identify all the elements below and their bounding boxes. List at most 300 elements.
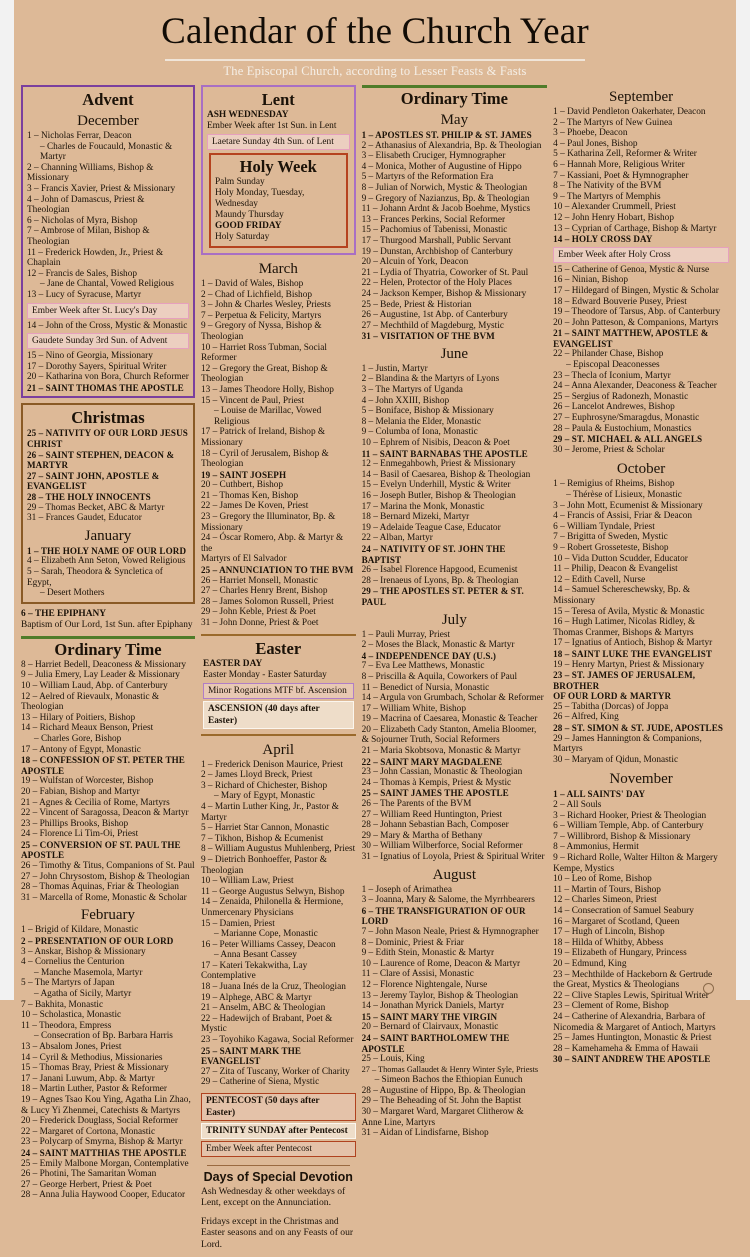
calendar-day-entry: 24 – SAINT BARTHOLOMEW THE APOSTLE [361, 1032, 510, 1054]
calendar-day-entry: 24 – Thomas à Kempis, Priest & Mystic [361, 777, 512, 788]
month-june: June [440, 345, 469, 362]
calendar-day-entry: 20 – Alcuin of York, Deacon [361, 257, 469, 268]
calendar-day-entry: 23 – ST. JAMES OF JERUSALEM, BROTHER [553, 670, 696, 691]
day-list-christmas [27, 428, 189, 523]
calendar-day-entry: 4 – Elizabeth Ann Seton, Vowed Religious [27, 556, 186, 567]
season-advent [21, 85, 195, 398]
calendar-day-entry: 23 – Polycarp of Smyrna, Bishop & Martyr [21, 1137, 183, 1148]
calendar-day-entry: 12 – Charles Simeon, Priest [553, 895, 657, 906]
calendar-day-entry: Anne Line, Martyrs [361, 1117, 436, 1128]
calendar-day-entry: 4 – INDEPENDENCE DAY (U.S.) [361, 650, 496, 661]
calendar-day-entry: 20 – Fabian, Bishop and Martyr [21, 786, 140, 797]
calendar-day-entry: 9 – Gregory of Nazianzus, Bp. & Theologian [361, 193, 530, 204]
holy-week-line: GOOD FRIDAY [214, 221, 282, 231]
calendar-day-entry: 9 – Julia Emery, Lay Leader & Missionary [21, 670, 180, 681]
calendar-day-entry: 19 – SAINT JOSEPH [200, 469, 287, 480]
calendar-day-entry: 22 – Hadewijch of Brabant, Poet & Mystic [200, 1013, 333, 1035]
season-christmas [21, 403, 195, 603]
calendar-day-entry: 29 – John Keble, Priest & Poet [200, 607, 316, 618]
calendar-day-entry: 25 – CONVERSION OF ST. PAUL THE APOSTLE [21, 839, 181, 861]
section-days-of-special-devotion [201, 1170, 356, 1250]
calendar-day-entry: 4 – Monica, Mother of Augustine of Hippo [361, 161, 522, 172]
calendar-day-entry: 3 – Joanna, Mary & Salome, the Myrrhbearers [361, 895, 535, 906]
calendar-day-entry: 1 – Remigius of Rheims, Bishop [553, 479, 675, 490]
calendar-day-entry: 8 – Melania the Elder, Monastic [361, 416, 481, 427]
calendar-day-entry: 9 – Robert Grosseteste, Bishop [553, 542, 669, 553]
calendar-day-entry: 29 – Mary & Martha of Bethany [361, 830, 483, 841]
calendar-day-entry: 17 – Patrick of Ireland, Bishop & Missionary [200, 427, 326, 448]
calendar-day-entry: 19 – Dunstan, Archbishop of Canterbury [361, 246, 513, 257]
season-heading-holy-week: Holy Week [239, 157, 317, 176]
calendar-day-entry: 2 – James Lloyd Breck, Priest [200, 770, 313, 781]
calendar-day-entry: Unmercenary Physicians [200, 907, 294, 918]
day-list-july [362, 630, 548, 863]
calendar-day-entry: 28 – Augustine of Hippo, Bp. & Theologian [361, 1085, 526, 1096]
calendar-day-entry: 25 – Sergius of Radonezh, Monastic [553, 391, 689, 402]
calendar-day-entry: 13 – Lucy of Syracuse, Martyr [27, 289, 142, 300]
calendar-day-entry: 5 – The Martyrs of Japan [21, 978, 115, 989]
calendar-day-entry: 13 – James Theodore Holly, Bishop [200, 384, 334, 395]
calendar-day-entry: 10 – Vida Dutton Scudder, Educator [553, 553, 688, 564]
calendar-day-entry: 9 – Gregory of Nyssa, Bishop & Theologian [200, 321, 322, 342]
day-list-may [362, 130, 548, 342]
devotion-divider [207, 1165, 350, 1166]
calendar-day-entry: 6 – Nicholas of Myra, Bishop [27, 215, 138, 226]
calendar-day-entry: 21 – Maria Skobtsova, Monastic & Martyr [361, 746, 521, 757]
holy-week-box [209, 153, 348, 248]
calendar-day-entry: 11 – Benedict of Nursia, Monastic [361, 682, 490, 693]
calendar-day-entry: 26 – Alfred, King [553, 712, 619, 723]
calendar-day-entry: 1 – Frederick Denison Maurice, Priest [200, 759, 343, 770]
epiphany-date: 6 [21, 608, 26, 619]
calendar-day-entry: 19 – Agnes Tsao Kou Ying, Agatha Lin Zhao, [21, 1094, 191, 1105]
calendar-day-entry: 10 – Scholastica, Monastic [21, 1010, 122, 1021]
calendar-day-entry: 3 – John & Charles Wesley, Priests [200, 300, 331, 311]
calendar-day-entry: 23 – John Cassian, Monastic & Theologian [361, 767, 523, 778]
page-header [14, 0, 736, 79]
calendar-day-entry: 3 – Elisabeth Cruciger, Hymnographer [361, 151, 506, 162]
calendar-day-entry: 27 – SAINT JOHN, APOSTLE & EVANGELIST [27, 470, 160, 492]
holy-week-lines [215, 177, 342, 243]
calendar-day-entry: 10 – Leo of Rome, Bishop [553, 874, 652, 885]
calendar-day-entry: 17 – Ignatius of Antioch, Bishop & Martyr [553, 638, 713, 649]
calendar-day-entry: 14 – Consecration of Samuel Seabury [553, 905, 694, 916]
calendar-day-entry: 18 – Hilda of Whitby, Abbess [553, 937, 664, 948]
right-page-edge [736, 0, 750, 1000]
calendar-day-entry: 15 – Nino of Georgia, Missionary [27, 351, 153, 362]
calendar-day-entry: 13 – Hilary of Poitiers, Bishop [21, 712, 136, 723]
calendar-day-entry: 27 – William Reed Huntington, Priest [361, 809, 503, 820]
calendar-day-entry: 29 – ST. MICHAEL & ALL ANGELS [553, 434, 703, 445]
calendar-day-entry: 23 – Gregory the Illuminator, Bp. & Missionary [200, 512, 336, 533]
calendar-day-entry: 7 – Tikhon, Bishop & Ecumenist [200, 833, 324, 844]
calendar-day-entry: 7 – Willibrord, Bishop & Missionary [553, 831, 691, 842]
section-september [553, 88, 729, 455]
ember-week-lent: Ember Week after 1st Sun. in Lent [206, 121, 337, 131]
section-pentecost [201, 1093, 356, 1157]
calendar-day-entry: 13 – Frances Perkins, Social Reformer [361, 214, 506, 225]
month-august: August [432, 866, 477, 883]
calendar-day-entry: 23 – Thecla of Iconium, Martyr [553, 370, 671, 381]
calendar-day-entry: Nicomedia & Margaret of Antioch, Martyrs [553, 1022, 716, 1033]
calendar-day-entry: 21 – SAINT THOMAS THE APOSTLE [27, 382, 184, 393]
calendar-day-entry: 15 – Evelyn Underhill, Mystic & Writer [361, 480, 511, 491]
calendar-day-entry: 28 – Paula & Eustochium, Monastics [553, 423, 692, 434]
calendar-day-entry: 4 – Cornelius the Centurion [21, 957, 125, 968]
calendar-day-entry: Kempe, Mystics [553, 863, 615, 874]
calendar-day-entry: 2 – Athanasius of Alexandria, Bp. & Theologian [361, 140, 542, 151]
calendar-day-entry: 6 – THE TRANSFIGURATION OF OUR LORD [361, 905, 526, 927]
devotion-heading: Days of Special Devotion [203, 1170, 353, 1184]
calendar-day-entry: 26 – Lancelot Andrewes, Bishop [553, 402, 675, 413]
calendar-day-entry: 17 – Thurgood Marshall, Public Servant [361, 235, 512, 246]
calendar-day-entry: – Louise de Marillac, Vowed Religious [213, 406, 322, 427]
calendar-day-entry: 11 – Philip, Deacon & Evangelist [553, 564, 678, 575]
calendar-day-entry: 19 – Elizabeth of Hungary, Princess [553, 948, 687, 959]
calendar-day-entry: 27 – Euphrosyne/Smaragdus, Monastic [553, 413, 700, 424]
calendar-day-entry: 14 – Argula von Grumbach, Scholar & Reformer [361, 693, 544, 704]
calendar-day-entry: 28 – ST. SIMON & ST. JUDE, APOSTLES [553, 723, 724, 734]
calendar-day-entry: 6 – Hannah More, Religious Writer [553, 159, 685, 170]
calendar-day-entry: 15 – Vincent de Paul, Priest [200, 395, 305, 406]
day-list-september [553, 107, 729, 245]
day-list-september-2 [553, 265, 729, 456]
calendar-day-entry: 7 – Ambrose of Milan, Bishop & Theologian [27, 226, 150, 247]
calendar-day-entry: 20 – Edmund, King [553, 958, 627, 969]
calendar-day-entry: 12 – Enmegahbowh, Priest & Missionary [361, 459, 516, 470]
calendar-day-entry: 12 – Aelred of Rievaulx, Monastic & Theologian [21, 691, 160, 713]
calendar-day-entry: 28 – Kamehameha & Emma of Hawaii [553, 1043, 699, 1054]
day-list-december [27, 131, 189, 301]
calendar-day-entry: 19 – Henry Martyn, Priest & Missionary [553, 659, 705, 670]
calendar-day-entry: 15 – Pachomius of Tabenissi, Monastic [361, 225, 508, 236]
calendar-day-entry: 2 – All Souls [553, 800, 602, 811]
month-april: April [262, 741, 295, 758]
calendar-day-entry: 18 – CONFESSION OF ST. PETER THE APOSTLE [21, 755, 185, 776]
calendar-day-entry: – Manche Masemola, Martyr [34, 967, 143, 978]
ash-wednesday: ASH WEDNESDAY [206, 110, 289, 120]
calendar-day-entry: 4 – John XXIII, Bishop [361, 395, 450, 406]
calendar-day-entry: 20 – Cuthbert, Bishop [200, 480, 284, 491]
calendar-day-entry: 16 – Ninian, Bishop [553, 275, 629, 286]
season-heading-lent: Lent [261, 90, 295, 109]
calendar-day-entry: 3 – Phoebe, Deacon [553, 128, 628, 139]
calendar-day-entry: 27 – Charles Henry Brent, Bishop [200, 586, 328, 597]
calendar-day-entry: 29 – The Beheading of St. John the Baptist [361, 1096, 522, 1107]
calendar-day-entry: 15 – Teresa of Avila, Mystic & Monastic [553, 606, 705, 617]
day-list-january-christmas [27, 546, 189, 599]
calendar-day-entry: 31 – Ignatius of Loyola, Priest & Spiritual Writer [361, 852, 545, 862]
season-heading-easter: Easter [255, 638, 302, 658]
pentecost: PENTECOST (50 days after Easter) [201, 1093, 356, 1121]
section-november [553, 770, 729, 1064]
calendar-day-entry: 22 – Philander Chase, Bishop [553, 349, 664, 360]
calendar-day-entry: 29 – Catherine of Siena, Mystic [200, 1077, 320, 1088]
calendar-day-entry: 19 – Theodore of Tarsus, Abp. of Canterbury [553, 307, 721, 318]
calendar-day-entry: 18 – Cyril of Jerusalem, Bishop & Theologian [200, 448, 329, 470]
calendar-day-entry: 20 – Katharina von Bora, Church Reformer [27, 372, 189, 383]
calendar-day-entry: 6 – William Temple, Abp. of Canterbury [553, 821, 704, 832]
title-divider [165, 59, 585, 61]
calendar-day-entry: 1 – Joseph of Arimathea [361, 884, 452, 895]
calendar-day-entry: 29 – Thomas Becket, ABC & Martyr [27, 502, 165, 513]
calendar-day-entry: 27 – George Herbert, Priest & Poet [21, 1179, 152, 1190]
day-list-february [21, 925, 195, 1200]
easter-week: Easter Monday - Easter Saturday [202, 669, 327, 680]
calendar-day-entry: 18 – Martin Luther, Pastor & Reformer [21, 1084, 168, 1095]
calendar-day-entry: 7 – Eva Lee Matthews, Monastic [361, 661, 485, 672]
calendar-day-entry: 17 – Hildegard of Bingen, Mystic & Scholar [553, 285, 719, 296]
calendar-day-entry: 7 – Kassiani, Poet & Hymnographer [553, 170, 689, 181]
month-november: November [609, 771, 673, 788]
calendar-day-entry: 18 – Edward Bouverie Pusey, Priest [553, 296, 687, 307]
day-list-april [201, 760, 356, 1088]
calendar-day-entry: 2 – Moses the Black, Monastic & Martyr [361, 640, 515, 651]
calendar-day-entry: 28 – Johann Sebastian Bach, Composer [361, 820, 509, 831]
calendar-day-entry: 5 – Harriet Star Cannon, Monastic [200, 823, 330, 834]
calendar-day-entry: 9 – Richard Rolle, Walter Hilton & Margery [553, 853, 718, 863]
calendar-day-entry: 21 – Thomas Ken, Bishop [200, 490, 299, 501]
calendar-day-entry: 4 – Paul Jones, Bishop [553, 138, 638, 149]
calendar-day-entry: 24 – SAINT MATTHIAS THE APOSTLE [21, 1147, 187, 1158]
calendar-day-entry: 12 – Edith Cavell, Nurse [553, 574, 646, 585]
calendar-day-entry: Martyrs [553, 744, 583, 755]
column-lent-easter [198, 85, 359, 1257]
calendar-day-entry: 15 – Thomas Bray, Priest & Missionary [21, 1063, 169, 1074]
calendar-day-entry: 12 – Gregory the Great, Bishop & Theologian [200, 363, 328, 385]
calendar-day-entry: 31 – Aidan of Lindisfarne, Bishop [361, 1128, 489, 1139]
calendar-day-entry: 30 – SAINT ANDREW THE APOSTLE [553, 1054, 711, 1065]
calendar-day-entry: the Great, Mystics & Theologians [553, 980, 680, 991]
calendar-day-entry: 16 – Peter Williams Cassey, Deacon [200, 939, 336, 950]
calendar-day-entry: 9 – Columba of Iona, Monastic [361, 427, 478, 438]
calendar-day-entry: 13 – Cyprian of Carthage, Bishop & Martyr [553, 223, 717, 234]
calendar-day-entry: 19 – Wulfstan of Worcester, Bishop [21, 776, 154, 787]
calendar-day-entry: – Mary of Egypt, Monastic [213, 791, 315, 802]
day-list-august [362, 885, 548, 1139]
calendar-day-entry: – Marianne Cope, Monastic [213, 929, 318, 940]
month-may: May [440, 112, 469, 128]
calendar-day-entry: 24 – NATIVITY OF ST. JOHN THE BAPTIST [361, 543, 506, 565]
calendar-day-entry: 1 – Nicholas Ferrar, Deacon [27, 131, 132, 141]
calendar-day-entry: 3 – The Martyrs of Uganda [361, 385, 463, 396]
calendar-day-entry: 7 – Perpetua & Felicity, Martyrs [200, 310, 322, 321]
calendar-day-entry: 31 – VISITATION OF THE BVM [361, 331, 495, 342]
calendar-day-entry: 2 – The Martyrs of New Guinea [553, 117, 673, 128]
calendar-day-entry: 5 – Martyrs of the Reformation Era [361, 172, 494, 183]
calendar-day-entry: 26 – Isabel Florence Hapgood, Ecumenist [361, 565, 518, 576]
month-october: October [616, 461, 666, 478]
calendar-day-entry: 28 – James Solomon Russell, Priest [200, 596, 334, 607]
calendar-day-entry: 15 – Damien, Priest [200, 918, 275, 929]
calendar-day-entry: 9 – The Martyrs of Memphis [553, 191, 661, 202]
calendar-day-entry: 14 – HOLY CROSS DAY [553, 234, 653, 245]
ascension: ASCENSION (40 days after Easter) [203, 701, 354, 729]
calendar-day-entry: 17 – Kateri Tekakwitha, Lay Contemplative [200, 960, 308, 982]
page-title: Calendar of the Church Year [161, 11, 589, 52]
calendar-day-entry: 3 – John Mott, Ecumenist & Missionary [553, 500, 703, 511]
calendar-day-entry: 17 – William White, Bishop [361, 703, 466, 714]
calendar-day-entry: 24 – Jackson Kemper, Bishop & Missionary [361, 288, 527, 299]
calendar-day-entry: 1 – David of Wales, Bishop [200, 279, 304, 289]
calendar-day-entry: 30 – Margaret Ward, Margaret Clitherow & [361, 1107, 524, 1118]
ember-week-lucy: Ember Week after St. Lucy's Day [27, 303, 189, 319]
calendar-day-entry: 8 – Dominic, Priest & Friar [361, 937, 464, 948]
season-epiphany [21, 609, 195, 631]
calendar-day-entry: 1 – Justin, Martyr [361, 363, 428, 374]
calendar-day-entry: 7 – Bakhita, Monastic [21, 999, 104, 1010]
calendar-day-entry: – Consecration of Bp. Barbara Harris [34, 1031, 173, 1042]
calendar-day-entry: 18 – Bernard Mizeki, Martyr [361, 512, 470, 523]
day-list-january-ordinary [21, 660, 195, 904]
calendar-day-entry: 11 – George Augustus Selwyn, Bishop [200, 886, 345, 897]
day-list-june [362, 364, 548, 608]
calendar-day-entry: 22 – Clive Staples Lewis, Spiritual Writer [553, 990, 709, 1001]
calendar-day-entry: 25 – SAINT MARK THE EVANGELIST [200, 1045, 302, 1067]
calendar-day-entry: 22 – James De Koven, Priest [200, 501, 309, 512]
month-september: September [608, 89, 674, 105]
calendar-day-entry: 27 – Zita of Tuscany, Worker of Charity [200, 1066, 350, 1077]
calendar-day-entry: 12 – Francis de Sales, Bishop [27, 268, 138, 279]
day-list-march [201, 279, 356, 629]
calendar-day-entry: 23 – Clement of Rome, Bishop [553, 1001, 669, 1012]
calendar-day-entry: 30 – William Wilberforce, Social Reformer [361, 841, 523, 852]
devotion-paragraph-1: Ash Wednesday & other weekdays of Lent, except on the Annunciation. [200, 1186, 346, 1209]
calendar-day-entry: 5 – Katharina Zell, Reformer & Writer [553, 149, 697, 160]
calendar-day-entry: 20 – Frederick Douglass, Social Reformer [21, 1116, 178, 1127]
calendar-day-entry: 10 – Ephrem of Nisibis, Deacon & Poet [361, 438, 510, 449]
calendar-day-entry: 10 – William Law, Priest [200, 876, 294, 887]
calendar-day-entry: 2 – Channing Williams, Bishop & Missionary [27, 162, 154, 184]
calendar-day-entry: 25 – NATIVITY OF OUR LORD JESUS CHRIST [27, 428, 188, 450]
season-ordinary-winter [21, 636, 195, 1201]
calendar-day-entry: 14 – Zenaida, Philonella & Hermione, [200, 897, 344, 908]
calendar-day-entry: 19 – Macrina of Caesarea, Monastic & Teacher [361, 714, 538, 725]
calendar-day-entry: 16 – Margaret of Scotland, Queen [553, 916, 680, 927]
calendar-day-entry: 6 – William Tyndale, Priest [553, 521, 655, 532]
holy-week-line: Maundy Thursday [214, 210, 284, 220]
calendar-day-entry: 18 – Juana Inés de la Cruz, Theologian [200, 982, 346, 993]
calendar-day-entry: 22 – Vincent of Saragossa, Deacon & Martyr [21, 808, 189, 819]
column-autumn [550, 85, 732, 1070]
calendar-day-entry: 1 – Brigid of Kildare, Monastic [21, 925, 139, 936]
calendar-day-entry: 25 – ANNUNCIATION TO THE BVM [200, 565, 354, 576]
calendar-day-entry: 28 – Irenaeus of Lyons, Bp. & Theologian [361, 575, 519, 586]
calendar-day-entry: 31 – Marcella of Rome, Monastic & Scholar [21, 892, 187, 903]
devotion-paragraph-2: Fridays except in the Christmas and Easter seasons and on any Feasts of our Lord. [200, 1215, 354, 1250]
calendar-day-entry: 28 – Thomas Aquinas, Friar & Theologian [21, 882, 179, 893]
ember-week-pentecost: Ember Week after Pentecost [201, 1141, 356, 1157]
calendar-day-entry: 13 – Absalom Jones, Priest [21, 1041, 122, 1052]
season-ordinary-summer [362, 85, 548, 1139]
epiphany-label: THE EPIPHANY [34, 608, 107, 619]
season-heading-ordinary-2: Ordinary Time [400, 89, 508, 108]
calendar-day-entry: 14 – Basil of Caesarea, Bishop & Theologian [361, 469, 531, 480]
calendar-day-entry: Thomas Cranmer, Bishops & Martyrs [553, 627, 694, 638]
calendar-day-entry: 26 – Photini, The Samaritan Woman [21, 1169, 157, 1180]
calendar-day-entry: 8 – Priscilla & Aquila, Coworkers of Paul [361, 671, 518, 682]
calendar-day-entry: 31 – Frances Gaudet, Educator [27, 513, 142, 524]
calendar-day-entry: 7 – John Mason Neale, Priest & Hymnographer [361, 926, 539, 937]
calendar-day-entry: 18 – SAINT LUKE THE EVANGELIST [553, 648, 713, 659]
calendar-day-entry: 7 – Brigitta of Sweden, Mystic [553, 532, 668, 543]
calendar-day-entry: 21 – Anselm, ABC & Theologian [200, 1003, 326, 1014]
holy-week-line: Holy Saturday [214, 232, 270, 242]
calendar-day-entry: 24 – Catherine of Alexandria, Barbara of [553, 1011, 706, 1022]
calendar-day-entry: – Simeon Bachos the Ethiopian Eunuch [374, 1075, 523, 1086]
calendar-day-entry: 22 – Helen, Protector of the Holy Places [361, 278, 512, 289]
calendar-day-entry: 4 – John of Damascus, Priest & Theologian [27, 194, 145, 216]
calendar-day-entry: 26 – SAINT STEPHEN, DEACON & MARTYR [27, 449, 175, 471]
calendar-day-entry: 24 – Florence Li Tim-Oi, Priest [21, 829, 139, 840]
trinity-sunday: TRINITY SUNDAY after Pentecost [201, 1123, 356, 1139]
copyright-mark [703, 983, 714, 994]
calendar-day-entry: 1 – APOSTLES ST. PHILIP & ST. JAMES [361, 130, 532, 140]
calendar-day-entry: 25 – James Huntington, Monastic & Priest [553, 1033, 712, 1044]
season-heading-advent: Advent [82, 90, 134, 109]
section-april [201, 741, 356, 1088]
calendar-day-entry: 8 – The Nativity of the BVM [553, 181, 662, 192]
calendar-day-entry: 3 – Anskar, Bishop & Missionary [21, 946, 146, 957]
day-list-october [553, 479, 729, 765]
minor-rogations: Minor Rogations MTF bf. Ascension [203, 683, 354, 699]
calendar-day-entry: 1 – ALL SAINTS' DAY [553, 789, 646, 800]
calendar-day-entry: 2 – PRESENTATION OF OUR LORD [21, 936, 174, 947]
calendar-day-entry: 24 – Óscar Romero, Abp. & Martyr & the [200, 533, 344, 554]
calendar-day-entry: 19 – Alphege, ABC & Martyr [200, 992, 312, 1003]
calendar-day-entry: – Episcopal Deaconesses [566, 360, 660, 371]
calendar-day-entry: 27 – Thomas Gallaudet & Henry Winter Syle, Priests [361, 1064, 539, 1074]
calendar-day-entry: 11 – Martin of Tours, Bishop [553, 884, 661, 895]
laetare-sunday: Laetare Sunday 4th Sun. of Lent [207, 134, 350, 150]
calendar-day-entry: 3 – Francis Xavier, Priest & Missionary [27, 183, 176, 194]
calendar-day-entry: 10 – Alexander Crummell, Priest [553, 202, 676, 213]
calendar-day-entry: 29 – THE APOSTLES ST. PETER & ST. PAUL [361, 586, 524, 607]
season-heading-ordinary-1: Ordinary Time [54, 639, 162, 659]
season-lent [201, 85, 356, 255]
calendar-day-entry: 3 – Richard Hooker, Priest & Theologian [553, 810, 707, 821]
calendar-day-entry: 30 – Jerome, Priest & Scholar [553, 444, 665, 455]
calendar-day-entry: 17 – Janani Luwum, Abp. & Martyr [21, 1073, 155, 1084]
calendar-day-entry: 25 – Louis, King [361, 1054, 425, 1065]
calendar-day-entry: 8 – William Augustus Muhlenberg, Priest [200, 844, 356, 855]
calendar-day-entry: 22 – Margaret of Cortona, Monastic [21, 1126, 156, 1137]
calendar-day-entry: 14 – Cyril & Methodius, Missionaries [21, 1052, 163, 1063]
calendar-day-entry: 21 – Lydia of Thyatria, Coworker of St. Paul [361, 267, 529, 278]
calendar-day-entry: 27 – Mechthild of Magdeburg, Mystic [361, 320, 504, 331]
section-october [553, 460, 729, 765]
calendar-day-entry: 14 – Samuel Schereschewsky, Bp. & Missionary [553, 585, 691, 606]
calendar-day-entry: 25 – Tabitha (Dorcas) of Joppa [553, 701, 669, 712]
month-january: January [84, 527, 132, 544]
calendar-day-entry: 25 – SAINT JAMES THE APOSTLE [361, 788, 509, 799]
calendar-day-entry: 30 – Maryam of Qidun, Monastic [553, 754, 679, 765]
calendar-day-entry: 1 – THE HOLY NAME OF OUR LORD [27, 545, 187, 556]
gaudete-sunday: Gaudete Sunday 3rd Sun. of Advent [27, 333, 189, 349]
calendar-day-entry: 1 – David Pendleton Oakerhater, Deacon [553, 107, 706, 117]
calendar-day-entry: 20 – Bernard of Clairvaux, Monastic [361, 1022, 499, 1033]
calendar-day-entry: 10 – Laurence of Rome, Deacon & Martyr [361, 958, 521, 969]
calendar-day-entry: 2 – Blandina & the Martyrs of Lyons [361, 374, 500, 385]
calendar-day-entry: 14 – Jonathan Myrick Daniels, Martyr [361, 1001, 505, 1012]
epiphany-line: 6 – THE EPIPHANY [21, 608, 107, 619]
calendar-day-entry: 8 – Julian of Norwich, Mystic & Theologian [361, 182, 528, 193]
calendar-day-entry: – Agatha of Sicily, Martyr [34, 989, 132, 999]
calendar-day-entry: 23 – Mechthilde of Hackeborn & Gertrude [553, 969, 713, 980]
calendar-day-entry: 8 – Ammonius, Hermit [553, 842, 639, 853]
calendar-day-entry: 16 – Hugh Latimer, Nicolas Ridley, & [553, 617, 696, 628]
calendar-day-entry: & Sojourner Truth, Social Reformers [361, 735, 500, 746]
